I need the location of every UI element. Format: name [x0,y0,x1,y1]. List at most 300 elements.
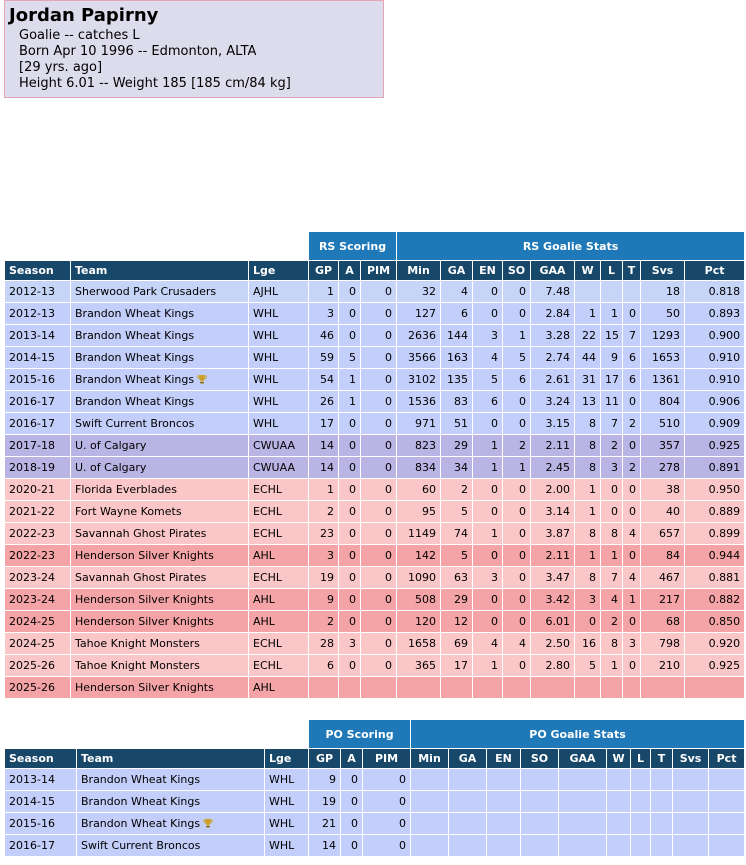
rs-cell-min: 1658 [397,633,441,655]
rs-cell-league: ECHL [249,501,309,523]
rs-cell-league: ECHL [249,655,309,677]
rs-cell-season: 2014-15 [5,347,71,369]
po-col-header-so: SO [521,749,559,769]
rs-cell-gaa: 3.14 [531,501,575,523]
table-row [5,435,745,457]
table-row [5,611,745,633]
rs-cell-l: 0 [601,501,623,523]
rs-cell-so: 0 [503,501,531,523]
rs-cell-min: 142 [397,545,441,567]
table-row [5,791,745,813]
po-cell-a: 0 [341,769,363,791]
rs-cell-en: 0 [473,303,503,325]
rs-cell-min: 508 [397,589,441,611]
rs-cell-gp: 2 [309,501,339,523]
po-cell-w [607,813,631,835]
rs-cell-league: WHL [249,303,309,325]
rs-cell-w: 1 [575,545,601,567]
po-cell-gp: 19 [309,791,341,813]
po-cell-en [487,769,521,791]
po-cell-w [607,835,631,857]
po-cell-season: 2013-14 [5,769,77,791]
po-col-header-a: A [341,749,363,769]
rs-cell-pct: 0.910 [685,347,745,369]
rs-cell-so: 0 [503,545,531,567]
rs-cell-ga: 83 [441,391,473,413]
rs-col-header-gaa: GAA [531,261,575,281]
rs-cell-gp: 6 [309,655,339,677]
rs-col-header-ga: GA [441,261,473,281]
rs-cell-season: 2016-17 [5,413,71,435]
po-cell-league: WHL [265,769,309,791]
po-scoring-header: PO Scoring [309,720,411,749]
rs-cell-gaa: 3.28 [531,325,575,347]
rs-cell-w: 1 [575,479,601,501]
rs-cell-gp: 9 [309,589,339,611]
rs-cell-team: Henderson Silver Knights [71,611,249,633]
rs-cell-so: 0 [503,281,531,303]
rs-cell-team: Henderson Silver Knights [71,589,249,611]
rs-cell-so: 0 [503,523,531,545]
rs-cell-gaa: 3.15 [531,413,575,435]
rs-col-header-so: SO [503,261,531,281]
rs-cell-gp: 14 [309,435,339,457]
po-cell-l [631,835,651,857]
po-cell-gp: 9 [309,769,341,791]
table-row [5,835,745,857]
rs-cell-min: 95 [397,501,441,523]
rs-cell-t: 0 [623,391,641,413]
rs-cell-season: 2025-26 [5,655,71,677]
rs-cell-league: CWUAA [249,457,309,479]
table-row [5,655,745,677]
po-cell-a: 0 [341,813,363,835]
rs-cell-t: 4 [623,523,641,545]
rs-cell-ga [441,677,473,699]
rs-cell-a: 0 [339,413,361,435]
rs-cell-min: 120 [397,611,441,633]
rs-cell-a: 0 [339,589,361,611]
rs-cell-season: 2012-13 [5,281,71,303]
rs-cell-l: 7 [601,413,623,435]
rs-cell-team: U. of Calgary [71,457,249,479]
rs-col-header-gp: GP [309,261,339,281]
table-row [5,523,745,545]
rs-cell-l: 17 [601,369,623,391]
po-cell-pct [709,791,745,813]
rs-cell-ga: 74 [441,523,473,545]
rs-cell-pim [361,677,397,699]
rs-cell-season: 2022-23 [5,545,71,567]
rs-cell-team: Henderson Silver Knights [71,677,249,699]
rs-cell-a: 0 [339,303,361,325]
rs-cell-t: 0 [623,545,641,567]
po-cell-t [651,835,673,857]
rs-cell-pct [685,677,745,699]
table-row [5,769,745,791]
po-col-header-min: Min [411,749,449,769]
rs-cell-team: Savannah Ghost Pirates [71,567,249,589]
rs-cell-min: 3102 [397,369,441,391]
rs-cell-l [601,281,623,303]
rs-cell-pct: 0.906 [685,391,745,413]
table-row [5,677,745,699]
rs-cell-team: Tahoe Knight Monsters [71,655,249,677]
rs-cell-season: 2016-17 [5,391,71,413]
rs-cell-en: 1 [473,435,503,457]
rs-cell-pct: 0.950 [685,479,745,501]
po-cell-pct [709,769,745,791]
rs-cell-t: 0 [623,435,641,457]
rs-cell-pct: 0.920 [685,633,745,655]
rs-cell-t: 6 [623,369,641,391]
table-row [5,347,745,369]
po-cell-l [631,791,651,813]
rs-cell-en: 1 [473,523,503,545]
rs-cell-league: CWUAA [249,435,309,457]
rs-cell-team: Brandon Wheat Kings [71,391,249,413]
po-cell-en [487,813,521,835]
table-row [5,589,745,611]
rs-cell-gp: 54 [309,369,339,391]
po-col-header-season: Season [5,749,77,769]
rs-cell-pim: 0 [361,567,397,589]
po-cell-pim: 0 [363,769,411,791]
rs-cell-w: 31 [575,369,601,391]
po-col-header-w: W [607,749,631,769]
rs-cell-t: 2 [623,413,641,435]
table-row [5,303,745,325]
rs-cell-en: 4 [473,633,503,655]
rs-cell-pim: 0 [361,655,397,677]
rs-cell-a: 0 [339,457,361,479]
rs-col-header-league: Lge [249,261,309,281]
rs-cell-ga: 51 [441,413,473,435]
rs-cell-gp: 17 [309,413,339,435]
po-col-header-league: Lge [265,749,309,769]
rs-cell-svs: 68 [641,611,685,633]
rs-cell-pim: 0 [361,413,397,435]
po-cell-so [521,835,559,857]
rs-cell-team: Brandon Wheat Kings [71,325,249,347]
rs-cell-w: 8 [575,457,601,479]
po-cell-team: Brandon Wheat Kings [77,769,265,791]
trophy-icon [197,374,207,384]
rs-cell-a: 5 [339,347,361,369]
po-cell-en [487,835,521,857]
rs-cell-en: 4 [473,347,503,369]
rs-cell-gp: 3 [309,545,339,567]
rs-cell-a: 0 [339,325,361,347]
rs-cell-team: Henderson Silver Knights [71,545,249,567]
rs-cell-so [503,677,531,699]
rs-cell-en: 0 [473,413,503,435]
rs-cell-so: 6 [503,369,531,391]
po-cell-t [651,769,673,791]
table-row [5,413,745,435]
rs-cell-team: Florida Everblades [71,479,249,501]
rs-cell-en: 0 [473,611,503,633]
rs-cell-league: AHL [249,611,309,633]
rs-cell-league: ECHL [249,479,309,501]
rs-col-header-min: Min [397,261,441,281]
rs-cell-svs: 357 [641,435,685,457]
rs-cell-pct: 0.893 [685,303,745,325]
rs-col-header-svs: Svs [641,261,685,281]
po-cell-t [651,813,673,835]
po-cell-league: WHL [265,791,309,813]
rs-cell-svs: 1653 [641,347,685,369]
rs-cell-pim: 0 [361,457,397,479]
rs-cell-t: 0 [623,479,641,501]
rs-cell-svs: 210 [641,655,685,677]
rs-cell-en: 0 [473,479,503,501]
rs-cell-a: 0 [339,281,361,303]
player-profile-card [4,0,384,98]
rs-cell-w: 13 [575,391,601,413]
rs-col-header-en: EN [473,261,503,281]
table-row [5,813,745,835]
rs-cell-gaa: 3.42 [531,589,575,611]
rs-cell-season: 2023-24 [5,589,71,611]
rs-cell-t: 0 [623,655,641,677]
rs-cell-l: 3 [601,457,623,479]
rs-cell-league: ECHL [249,633,309,655]
rs-cell-pim: 0 [361,391,397,413]
po-col-header-ga: GA [449,749,487,769]
rs-cell-t: 2 [623,457,641,479]
rs-col-header-l: L [601,261,623,281]
rs-cell-so: 1 [503,457,531,479]
po-cell-team [77,813,265,835]
rs-cell-ga: 12 [441,611,473,633]
rs-cell-season: 2024-25 [5,611,71,633]
po-col-header-svs: Svs [673,749,709,769]
rs-cell-so: 2 [503,435,531,457]
po-cell-season: 2016-17 [5,835,77,857]
rs-cell-season: 2020-21 [5,479,71,501]
po-goalie-header: PO Goalie Stats [411,720,745,749]
regular-season-table [4,231,745,699]
rs-cell-a [339,677,361,699]
rs-cell-pct: 0.925 [685,435,745,457]
rs-cell-l: 9 [601,347,623,369]
rs-cell-so: 0 [503,479,531,501]
po-col-header-team: Team [77,749,265,769]
po-cell-season: 2015-16 [5,813,77,835]
po-cell-l [631,813,651,835]
rs-cell-pim: 0 [361,281,397,303]
rs-cell-a: 1 [339,369,361,391]
rs-cell-l: 1 [601,545,623,567]
rs-cell-pim: 0 [361,479,397,501]
rs-cell-a: 0 [339,501,361,523]
rs-cell-gp: 3 [309,303,339,325]
rs-cell-league: WHL [249,391,309,413]
rs-cell-min: 971 [397,413,441,435]
rs-cell-l: 2 [601,435,623,457]
po-cell-w [607,791,631,813]
birth-line: Born Apr 10 1996 -- Edmonton, ALTA [19,44,257,59]
rs-cell-season: 2025-26 [5,677,71,699]
rs-cell-ga: 29 [441,589,473,611]
rs-cell-league: AHL [249,589,309,611]
rs-cell-pim: 0 [361,523,397,545]
rs-cell-a: 0 [339,611,361,633]
rs-cell-ga: 69 [441,633,473,655]
rs-cell-so: 0 [503,611,531,633]
po-cell-gp: 21 [309,813,341,835]
playoffs-table [4,719,745,857]
rs-cell-team: Sherwood Park Crusaders [71,281,249,303]
rs-cell-team [71,369,249,391]
rs-cell-w: 8 [575,523,601,545]
rs-cell-min: 1090 [397,567,441,589]
po-cell-pct [709,835,745,857]
rs-cell-ga: 63 [441,567,473,589]
rs-scoring-header: RS Scoring [309,232,397,261]
rs-cell-t [623,677,641,699]
rs-cell-svs: 1361 [641,369,685,391]
rs-cell-season: 2013-14 [5,325,71,347]
rs-cell-gaa: 2.45 [531,457,575,479]
rs-cell-l: 4 [601,589,623,611]
rs-cell-team: Brandon Wheat Kings [71,347,249,369]
po-cell-t [651,791,673,813]
rs-cell-gp: 23 [309,523,339,545]
po-cell-gaa [559,769,607,791]
rs-cell-gaa: 3.24 [531,391,575,413]
rs-cell-l [601,677,623,699]
rs-cell-season: 2021-22 [5,501,71,523]
rs-cell-pct: 0.881 [685,567,745,589]
position-line: Goalie -- catches L [19,28,140,43]
rs-cell-min: 823 [397,435,441,457]
table-row [5,567,745,589]
rs-cell-en: 0 [473,501,503,523]
rs-cell-en: 0 [473,589,503,611]
rs-cell-min: 127 [397,303,441,325]
player-name: Jordan Papirny [9,5,159,26]
rs-cell-w: 1 [575,501,601,523]
po-cell-pct [709,813,745,835]
rs-cell-pim: 0 [361,545,397,567]
rs-cell-l: 1 [601,303,623,325]
po-cell-gaa [559,791,607,813]
rs-cell-w: 16 [575,633,601,655]
po-cell-ga [449,835,487,857]
rs-cell-svs: 38 [641,479,685,501]
rs-cell-gaa: 2.11 [531,435,575,457]
rs-cell-pim: 0 [361,589,397,611]
rs-cell-gaa: 7.48 [531,281,575,303]
rs-cell-svs: 50 [641,303,685,325]
rs-cell-a: 0 [339,567,361,589]
rs-cell-gp: 1 [309,281,339,303]
rs-cell-svs: 804 [641,391,685,413]
rs-cell-svs: 657 [641,523,685,545]
rs-cell-t [623,281,641,303]
rs-cell-w: 8 [575,435,601,457]
rs-cell-w: 8 [575,567,601,589]
rs-cell-season: 2015-16 [5,369,71,391]
rs-cell-ga: 2 [441,479,473,501]
po-cell-pim: 0 [363,835,411,857]
rs-cell-svs: 1293 [641,325,685,347]
rs-col-header-team: Team [71,261,249,281]
rs-cell-league: WHL [249,347,309,369]
po-cell-ga [449,813,487,835]
rs-cell-l: 7 [601,567,623,589]
rs-cell-svs: 510 [641,413,685,435]
rs-cell-league: AHL [249,677,309,699]
rs-cell-w: 8 [575,413,601,435]
rs-cell-svs: 798 [641,633,685,655]
po-cell-gaa [559,813,607,835]
rs-cell-min: 2636 [397,325,441,347]
rs-cell-ga: 144 [441,325,473,347]
rs-cell-pct: 0.891 [685,457,745,479]
po-cell-svs [673,769,709,791]
rs-cell-min [397,677,441,699]
rs-cell-svs: 18 [641,281,685,303]
rs-cell-a: 0 [339,655,361,677]
table-row [5,545,745,567]
po-cell-svs [673,813,709,835]
rs-cell-league: WHL [249,369,309,391]
rs-cell-league: WHL [249,413,309,435]
po-col-header-en: EN [487,749,521,769]
rs-cell-league: ECHL [249,567,309,589]
rs-cell-t: 4 [623,567,641,589]
rs-cell-en: 1 [473,655,503,677]
rs-cell-league: WHL [249,325,309,347]
rs-col-header-pim: PIM [361,261,397,281]
rs-cell-a: 0 [339,435,361,457]
rs-cell-team: Tahoe Knight Monsters [71,633,249,655]
rs-cell-gaa: 2.50 [531,633,575,655]
table-row [5,501,745,523]
po-cell-pim: 0 [363,813,411,835]
rs-cell-pct: 0.889 [685,501,745,523]
rs-col-header-a: A [339,261,361,281]
table-row [5,391,745,413]
po-cell-pim: 0 [363,791,411,813]
rs-cell-pct: 0.909 [685,413,745,435]
rs-cell-ga: 17 [441,655,473,677]
po-col-header-t: T [651,749,673,769]
rs-cell-w: 5 [575,655,601,677]
rs-cell-en: 3 [473,567,503,589]
rs-cell-pct: 0.944 [685,545,745,567]
rs-cell-svs: 84 [641,545,685,567]
rs-cell-l: 2 [601,611,623,633]
rs-cell-gp: 46 [309,325,339,347]
rs-cell-team: Savannah Ghost Pirates [71,523,249,545]
rs-cell-gaa: 3.87 [531,523,575,545]
rs-cell-l: 1 [601,655,623,677]
po-cell-ga [449,769,487,791]
po-col-header-gaa: GAA [559,749,607,769]
rs-cell-pim: 0 [361,325,397,347]
po-cell-so [521,791,559,813]
rs-cell-pct: 0.900 [685,325,745,347]
rs-cell-so: 0 [503,655,531,677]
po-cell-so [521,813,559,835]
po-cell-team: Swift Current Broncos [77,835,265,857]
rs-cell-svs [641,677,685,699]
po-cell-ga [449,791,487,813]
